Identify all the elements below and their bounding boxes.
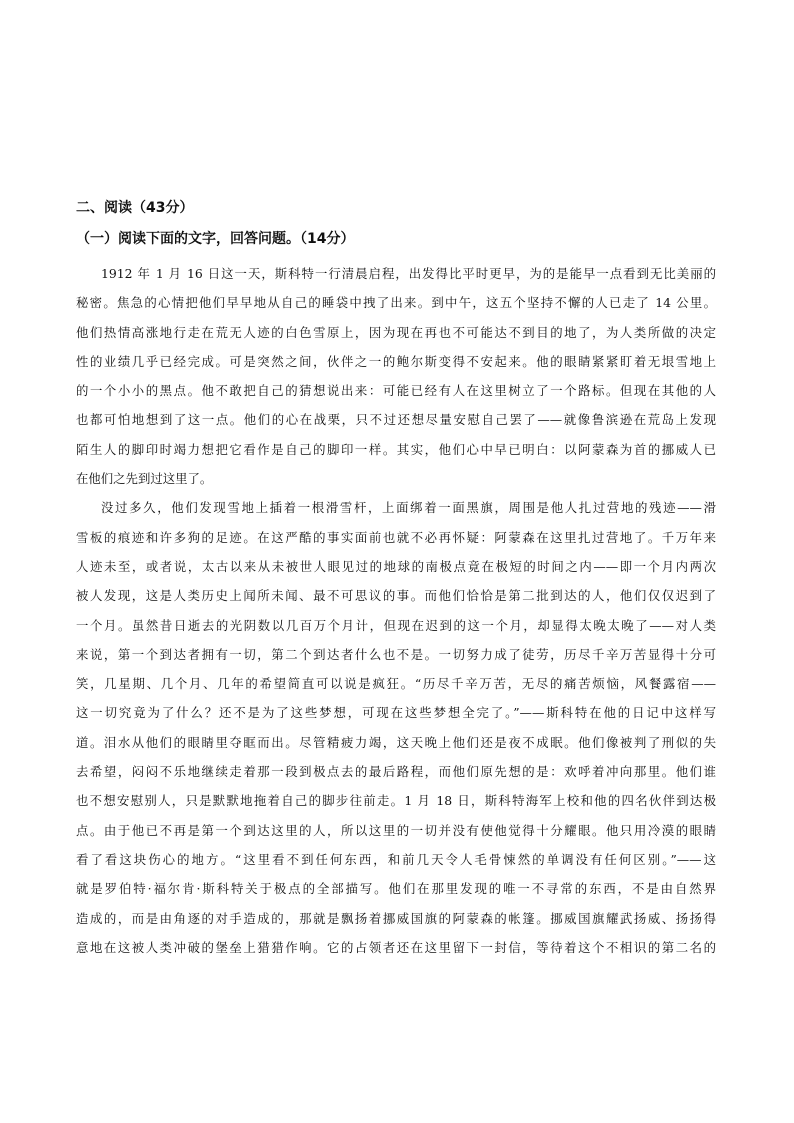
section-heading: 二、阅读（43分）: [76, 200, 194, 216]
passage-line: 1912 年 1 月 16 日这一天，斯科特一行清晨启程，出发得比平时更早，为的是能早一点看到无比美丽的: [101, 266, 716, 281]
passage-line: 陌生人的脚印时竭力想把它看作是自己的脚印一样。其实，他们心中早已明白：以阿蒙森为首的挪威人已: [76, 441, 716, 457]
passage-line: 笑，几星期、几个月、几年的希望简直可以说是疯狂。“历尽千辛万苦，无尽的痛苦烦恼，风餐露宿——: [76, 676, 716, 692]
passage-line: 来说，第一个到达者拥有一切，第二个到达者什么也不是。一切努力成了徒劳，历尽千辛万苦显得十分可: [76, 646, 716, 662]
passage-line: 人迹未至，或者说，太古以来从未被世人眼见过的地球的南极点竟在极短的时间之内——即一个月内两次: [76, 558, 716, 574]
passage-line: 雪板的痕迹和许多狗的足迹。在这严酷的事实面前也就不必再怀疑：阿蒙森在这里扎过营地了。千万年来: [76, 529, 716, 545]
subsection-heading: （一）阅读下面的文字，回答问题。（14分）: [76, 231, 355, 247]
passage-line: 他们热情高涨地行走在荒无人迹的白色雪原上，因为现在再也不可能达不到目的地了，为人类所做的决定: [76, 324, 716, 340]
passage-line: 看了看这块伤心的地方。“这里看不到任何东西，和前几天令人毛骨悚然的单调没有任何区别。”——这: [76, 851, 716, 867]
passage-paragraph-1: [76, 259, 716, 493]
passage-line: 这一切究竟为了什么？还不是为了这些梦想，可现在这些梦想全完了。”——斯科特在他的日记中这样写: [76, 705, 716, 721]
passage-line: 道。泪水从他们的眼睛里夺眶而出。尽管精疲力竭，这天晚上他们还是夜不成眠。他们像被判了刑似的失: [76, 734, 716, 750]
passage-line: 的一个小小的黑点。他不敢把自己的猜想说出来：可能已经有人在这里树立了一个路标。但现在其他的人: [76, 383, 716, 399]
passage-line: 一个月。虽然昔日逝去的光阴数以几百万个月计，但现在迟到的这一个月，却显得太晚太晚了——对人类: [76, 617, 716, 633]
passage-line: 点。由于他已不再是第一个到达这里的人，所以这里的一切并没有使他觉得十分耀眼。他只用冷漠的眼睛: [76, 822, 716, 838]
passage-line: 意地在这被人类冲破的堡垒上猎猎作响。它的占领者还在这里留下一封信，等待着这个不相识的第二名的: [76, 939, 716, 955]
passage-line: 没过多久，他们发现雪地上插着一根滑雪杆，上面绑着一面黑旗，周围是他人扎过营地的残迹——滑: [101, 500, 716, 516]
passage-line: 秘密。焦急的心情把他们早早地从自己的睡袋中拽了出来。到中午，这五个坚持不懈的人已走了 14 公里。: [76, 295, 716, 311]
passage-line: 去希望，闷闷不乐地继续走着那一段到极点去的最后路程，而他们原先想的是：欢呼着冲向那里。他们谁: [76, 764, 716, 780]
reading-passage: [76, 259, 716, 962]
passage-line: 也不想安慰别人，只是默默地拖着自己的脚步往前走。1 月 18 日，斯科特海军上校和他的四名伙伴到达极: [76, 793, 716, 809]
passage-line: 也都可怕地想到了这一点。他们的心在战栗，只不过还想尽量安慰自己罢了——就像鲁滨逊在荒岛上发现: [76, 412, 716, 428]
passage-line: 被人发现，这是人类历史上闻所未闻、最不可思议的事。而他们恰恰是第二批到达的人，他们仅仅迟到了: [76, 588, 716, 604]
passage-line: 就是罗伯特·福尔肯·斯科特关于极点的全部描写。他们在那里发现的唯一不寻常的东西，不是由自然界: [76, 881, 716, 897]
passage-paragraph-2: [76, 493, 716, 962]
passage-line: 性的业绩几乎已经完成。可是突然之间，伙伴之一的鲍尔斯变得不安起来。他的眼睛紧紧盯着无垠雪地上: [76, 353, 716, 369]
passage-line: 造成的，而是由角逐的对手造成的，那就是飘扬着挪威国旗的阿蒙森的帐篷。挪威国旗耀武扬威、扬扬得: [76, 910, 716, 926]
passage-line: 在他们之先到过这里了。: [76, 471, 213, 487]
